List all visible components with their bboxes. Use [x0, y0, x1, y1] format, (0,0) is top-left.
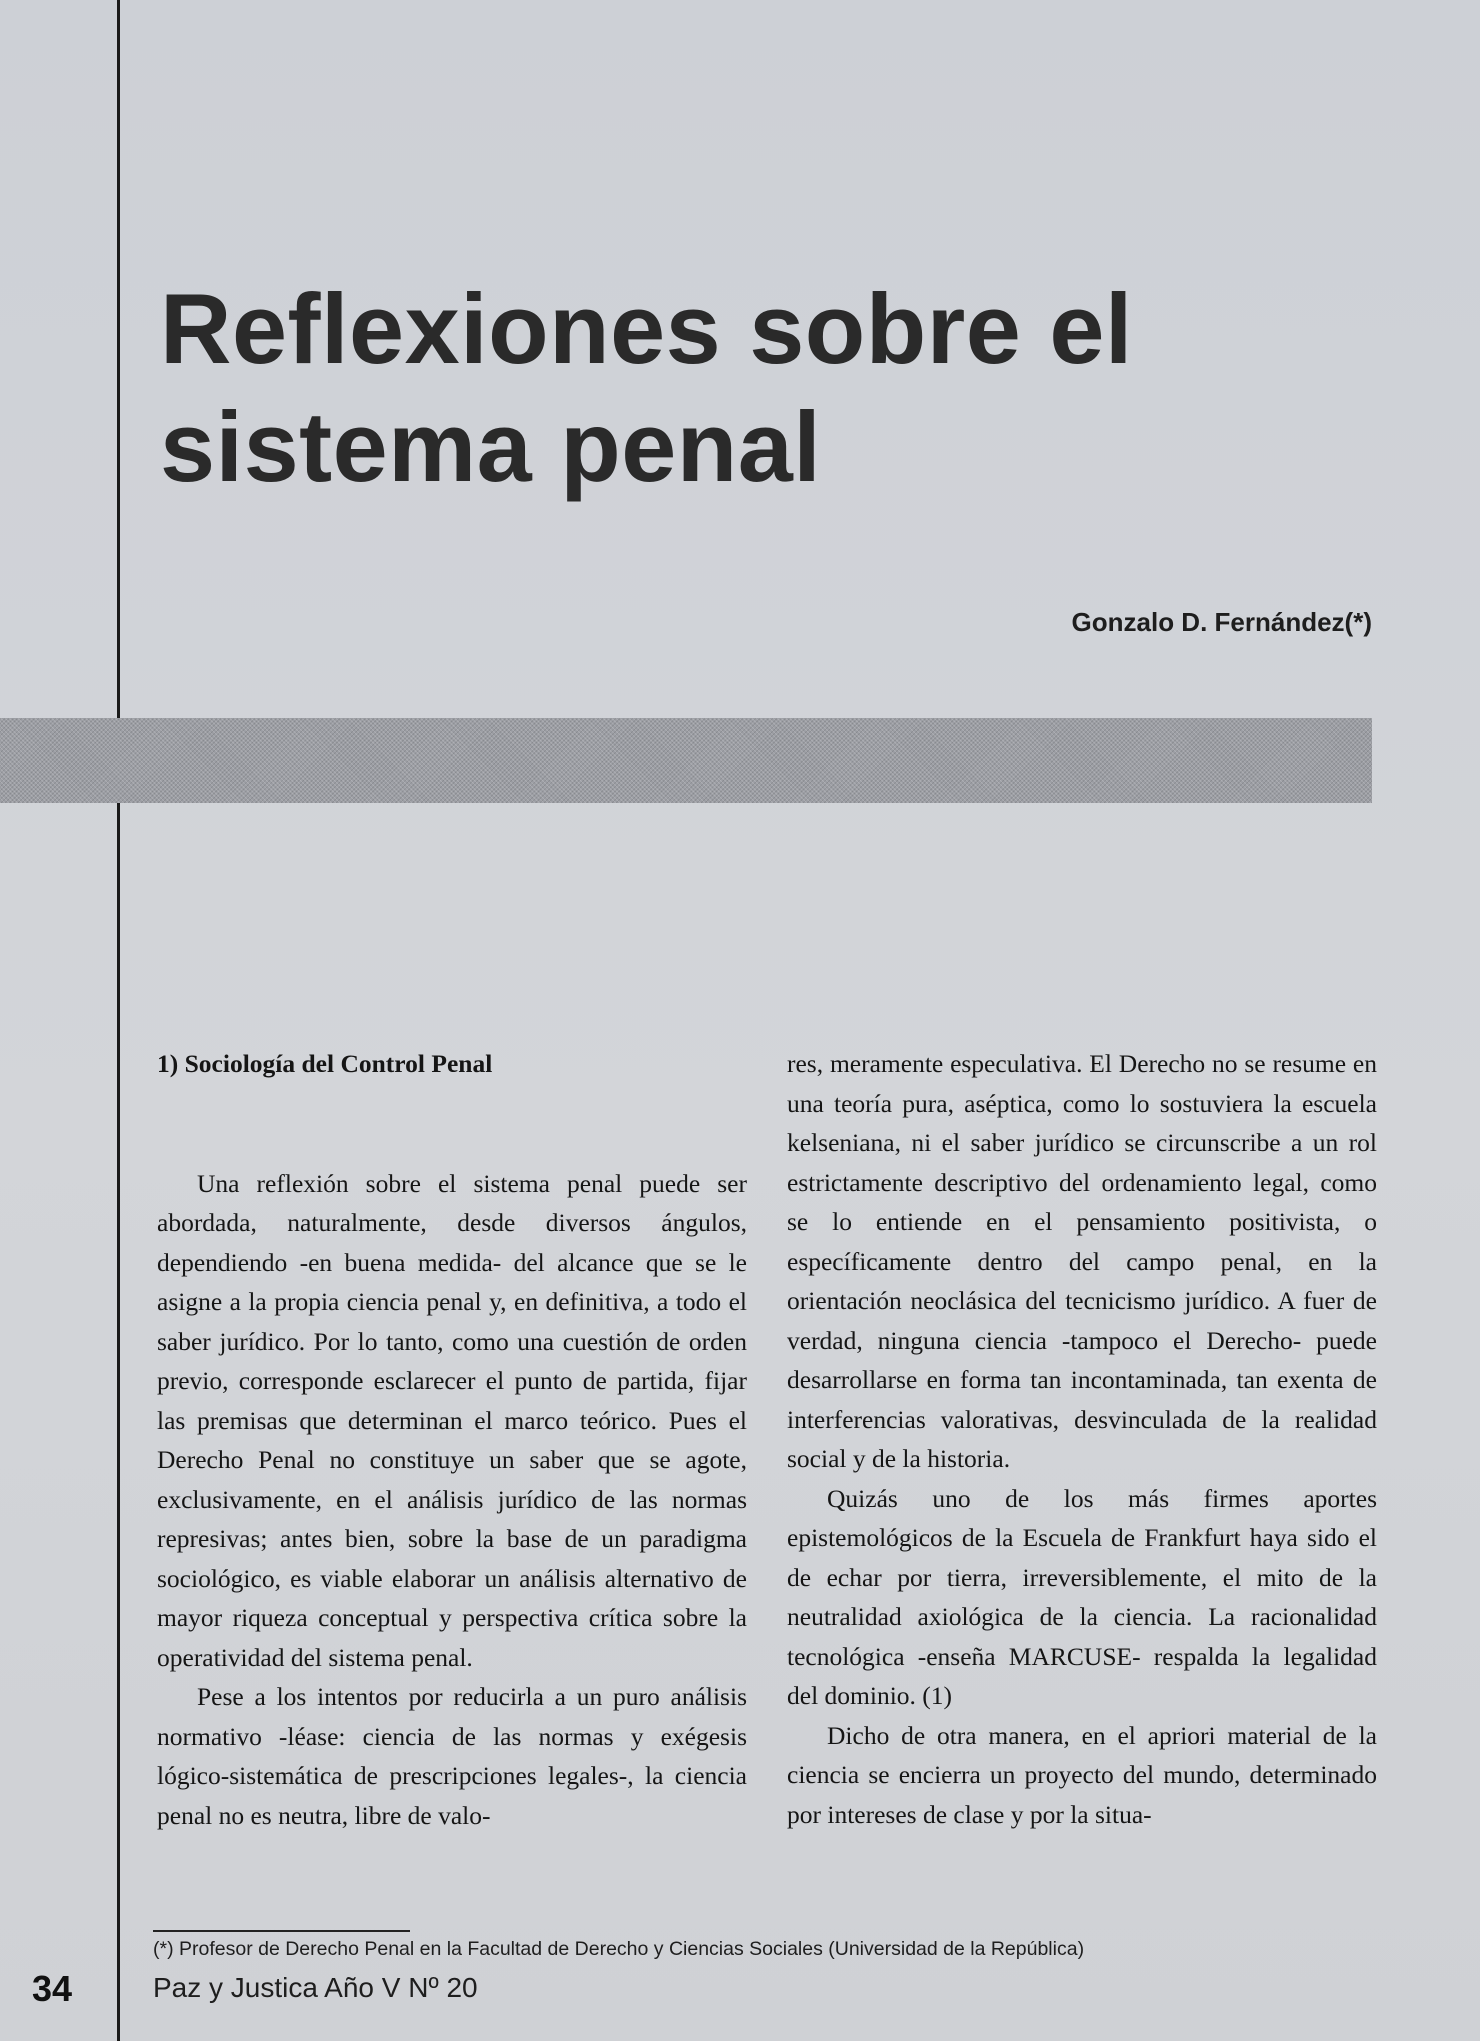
- footnote: (*) Profesor de Derecho Penal en la Facultad de Derecho y Ciencias Sociales (Universidad de la República): [153, 1938, 1085, 1960]
- page-number: 34: [32, 1968, 73, 2009]
- left-column: [157, 1044, 747, 1835]
- left-paragraph-1: Una reflexión sobre el sistema penal puede ser abordada, naturalmente, desde diversos ángulos, dependiendo -en buena medida- del alcance que se le asigne a la propia ciencia penal y, en definitiva, a todo el saber jurídico. Por lo tanto, como una cuestión de orden previo, corresponde esclarecer el punto de partida, fijar las premisas que determinan el marco teórico. Pues el Derecho Penal no constituye un saber que se agote, exclusivamente, en el análisis jurídico de las normas represivas; antes bien, sobre la base de un paradigma sociológico, es viable elaborar un análisis alternativo de mayor riqueza conceptual y perspectiva crítica sobre la operatividad del sistema penal.: [157, 1168, 747, 1672]
- section-heading: 1) Sociología del Control Penal: [157, 1049, 493, 1078]
- article-title: [160, 270, 1310, 506]
- author-byline: Gonzalo D. Fernández(*): [1071, 607, 1372, 637]
- left-margin-rule: [117, 0, 120, 2041]
- journal-name: Paz y Justica Año V Nº 20: [153, 1972, 478, 2003]
- decorative-band: [0, 718, 1372, 803]
- left-paragraph-2: Pese a los intentos por reducirla a un puro análisis normativo -léase: ciencia de las normas y exégesis lógico-sistemática de prescripciones legales-, la ciencia penal no es neutra, libre de valo-: [157, 1682, 747, 1830]
- footnote-divider: [153, 1930, 410, 1932]
- right-paragraph-1: res, meramente especulativa. El Derecho no se resume en una teoría pura, aséptica, como lo sostuviera la escuela kelseniana, ni el saber jurídico se circunscribe a un rol estrictamente descriptivo del ordenamiento legal, como se lo entiende en el pensamiento positivista, o específicamente dentro del campo penal, en la orientación neoclásica del tecnicismo jurídico. A fuer de verdad, ninguna ciencia -tampoco el Derecho- puede desarrollarse en forma tan incontaminada, tan exenta de interferencias valorativas, desvinculada de la realidad social y de la historia.: [787, 1049, 1377, 1473]
- right-paragraph-2: Quizás uno de los más firmes aportes epistemológicos de la Escuela de Frankfurt haya sido el de echar por tierra, irreversiblemente, el mito de la neutralidad axiológica de la ciencia. La racionalidad tecnológica -enseña MARCUSE- respalda la legalidad del dominio. (1): [787, 1483, 1377, 1710]
- right-paragraph-3: Dicho de otra manera, en el apriori material de la ciencia se encierra un proyecto del mundo, determinado por intereses de clase y por la situa-: [787, 1720, 1377, 1829]
- title-line-2: sistema penal: [160, 391, 822, 502]
- right-column: [787, 1044, 1377, 1834]
- title-line-1: Reflexiones sobre el: [160, 273, 1133, 384]
